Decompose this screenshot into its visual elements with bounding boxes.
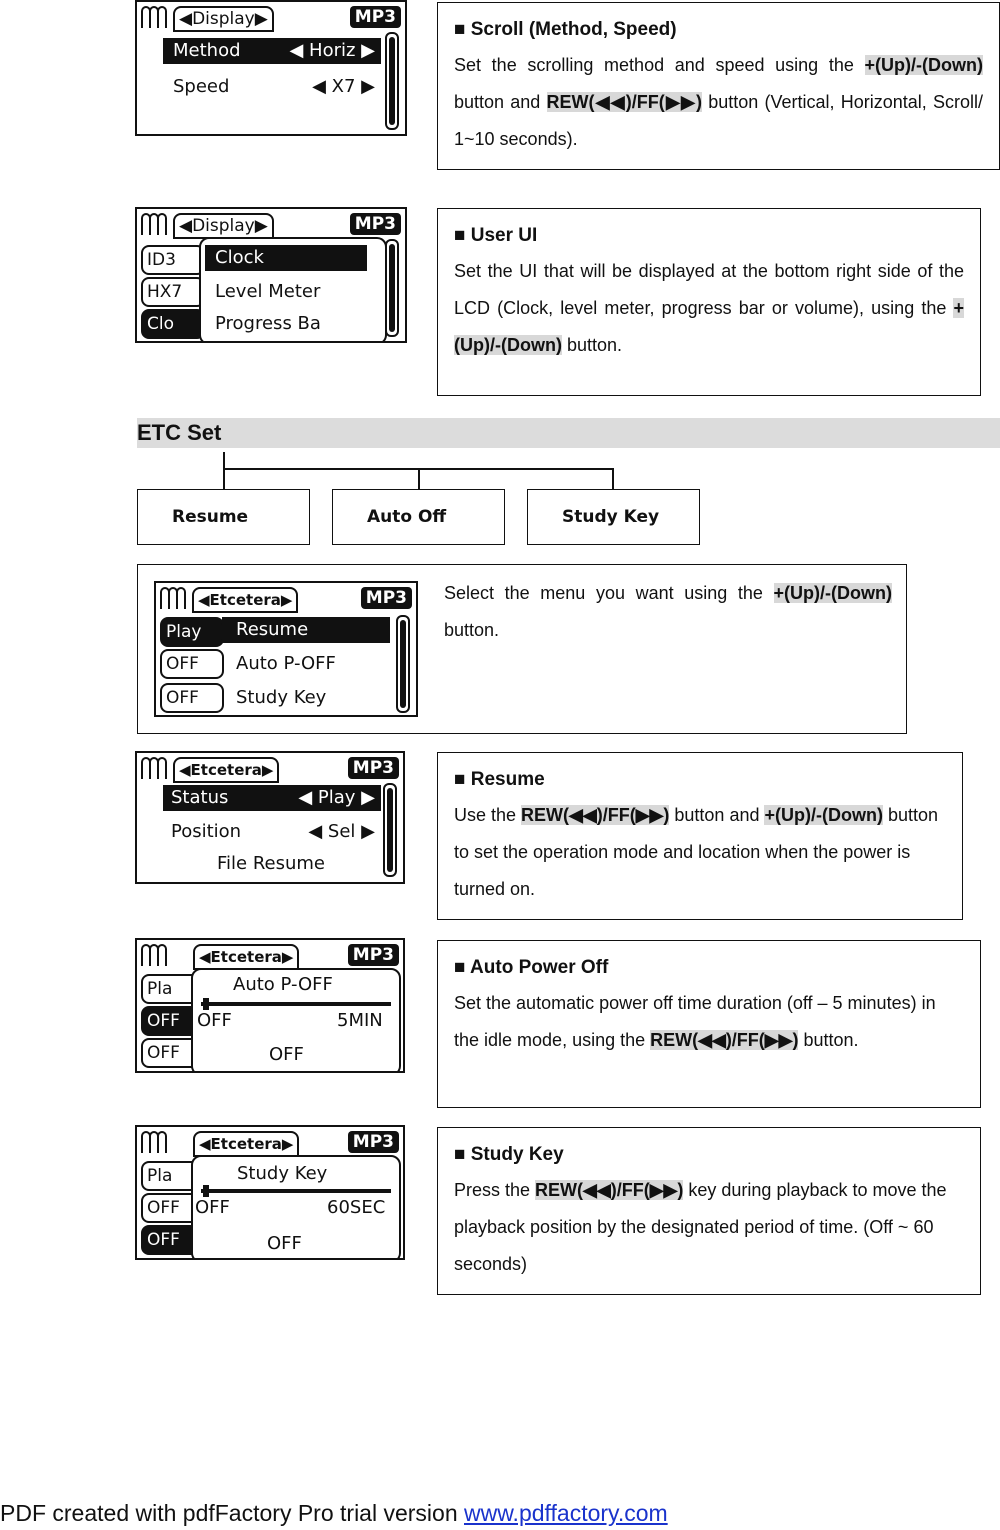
lcd-pill: Play [160,617,224,647]
folder-tabs-icon [141,1131,171,1151]
popup-title: Auto P-OFF [233,974,333,995]
folder-tabs-icon [141,213,171,233]
lcd-tab-title: ◀Etcetera▶ [193,1131,299,1157]
lcd-row-value: ◀ Sel ▶ [308,821,375,842]
lcd-tab-title: ◀Display▶ [173,6,274,32]
lcd-screen-user-ui [135,207,407,343]
slider-max-label: 60SEC [327,1197,386,1218]
lcd-row-value: ◀ X7 ▶ [312,76,375,97]
slider-min-label: OFF [195,1197,230,1218]
lcd-item-study-key: Study Key [236,687,327,708]
tree-line [418,468,420,490]
scrollbar-icon [396,615,410,713]
slider-current-value: OFF [269,1044,304,1065]
section-title: ETC Set [137,418,1000,448]
box-title: ■ Auto Power Off [454,957,609,978]
lcd-screen-etcetera-menu [154,581,418,717]
lcd-row-value: ◀ Horiz ▶ [289,40,375,61]
folder-tabs-icon [160,587,190,607]
lcd-row-method [163,38,381,64]
lcd-pill: OFF [160,683,224,713]
box-text: Set the UI that will be displayed at the bottom right side of the LCD (Clock, level meter, progress bar or volume), using the +(Up)/-(Down) button. [454,261,964,355]
lcd-tab-title: ◀Etcetera▶ [192,587,298,613]
user-ui-box [437,208,981,396]
mp3-badge: MP3 [348,757,399,779]
tree-line [223,452,225,490]
box-title: ■ User UI [454,225,538,246]
lcd-screen-auto-poff [135,938,405,1073]
lcd-row-speed [163,74,381,100]
lcd-screen-study-key [135,1125,405,1260]
lcd-pill: HX7 [141,277,205,307]
slider-current-value: OFF [267,1233,302,1254]
level-slider-track [201,1189,391,1193]
box-text: Press the REW(◀◀)/FF(▶▶) key during playback to move the playback position by the designated period of time. (Off ~ 60 seconds) [454,1180,947,1274]
lcd-pill: Pla [141,974,205,1004]
scrollbar-icon [385,239,399,337]
lcd-row-value: ◀ Play ▶ [298,787,375,808]
lcd-pill: Clo [141,309,205,339]
lcd-pill: OFF [141,1225,205,1255]
lcd-row-position [163,819,381,845]
level-slider-track [201,1002,391,1006]
lcd-item-clock: Clock [205,245,367,271]
mp3-badge: MP3 [348,944,399,966]
lcd-tab-title: ◀Etcetera▶ [173,757,279,783]
popup-title: Study Key [237,1163,328,1184]
mp3-badge: MP3 [361,587,412,609]
slider-max-label: 5MIN [337,1010,383,1031]
pdffactory-link[interactable]: www.pdffactory.com [464,1500,668,1526]
scrollbar-icon [383,783,397,877]
lcd-pill: ID3 [141,245,205,275]
lcd-row-label: Speed [173,76,230,97]
lcd-item-auto-poff: Auto P-OFF [236,653,336,674]
lcd-pill: OFF [141,1006,205,1036]
mp3-badge: MP3 [350,213,401,235]
box-title: ■ Resume [454,769,545,790]
lcd-tab-title: ◀Etcetera▶ [193,944,299,970]
auto-power-off-box [437,940,981,1108]
scroll-method-speed-box [437,2,1000,170]
lcd-pill: OFF [141,1193,205,1223]
slider-min-label: OFF [197,1010,232,1031]
lcd-row-file-resume: File Resume [217,853,326,874]
lcd-pill: Pla [141,1161,205,1191]
mp3-badge: MP3 [348,1131,399,1153]
folder-tabs-icon [141,944,171,964]
lcd-item-resume: Resume [222,617,390,643]
pdf-footer [0,1500,668,1527]
box-text: Use the REW(◀◀)/FF(▶▶) button and +(Up)/-(Down) button to set the operation mode and location when the power is turned on. [454,805,938,899]
study-key-box [437,1127,981,1295]
lcd-item-progress-bar: Progress Ba [215,313,321,334]
box-text: Set the automatic power off time duration (off – 5 minutes) in the idle mode, using the REW(◀◀)/FF(▶▶) button. [454,993,936,1050]
box-text: Set the scrolling method and speed using the +(Up)/-(Down) button and REW(◀◀)/FF(▶▶) button (Vertical, Horizontal, Scroll/ 1~10 seconds). [454,55,983,149]
box-text: Select the menu you want using the +(Up)/-(Down) button. [444,583,892,640]
box-title: ■ Scroll (Method, Speed) [454,19,677,40]
lcd-row-status [163,785,381,811]
lcd-item-level-meter: Level Meter [215,281,321,302]
lcd-pill: OFF [141,1038,205,1068]
tree-item-resume: Resume [137,489,310,545]
lcd-pill: OFF [160,649,224,679]
lcd-screen-resume [135,751,405,884]
scrollbar-icon [385,32,399,130]
tree-item-study-key: Study Key [527,489,700,545]
footer-text: PDF created with pdfFactory Pro trial version [0,1500,464,1526]
box-title: ■ Study Key [454,1144,564,1165]
etc-menu-box [137,564,907,734]
tree-line [612,468,614,490]
lcd-row-label: Status [171,787,229,808]
tree-item-auto-off: Auto Off [332,489,505,545]
lcd-row-label: Method [173,40,241,61]
folder-tabs-icon [141,6,171,26]
folder-tabs-icon [141,757,171,777]
lcd-row-label: Position [171,821,242,842]
lcd-tab-title: ◀Display▶ [173,213,274,239]
mp3-badge: MP3 [350,6,401,28]
lcd-screen-scroll [135,0,407,136]
resume-box [437,752,963,920]
